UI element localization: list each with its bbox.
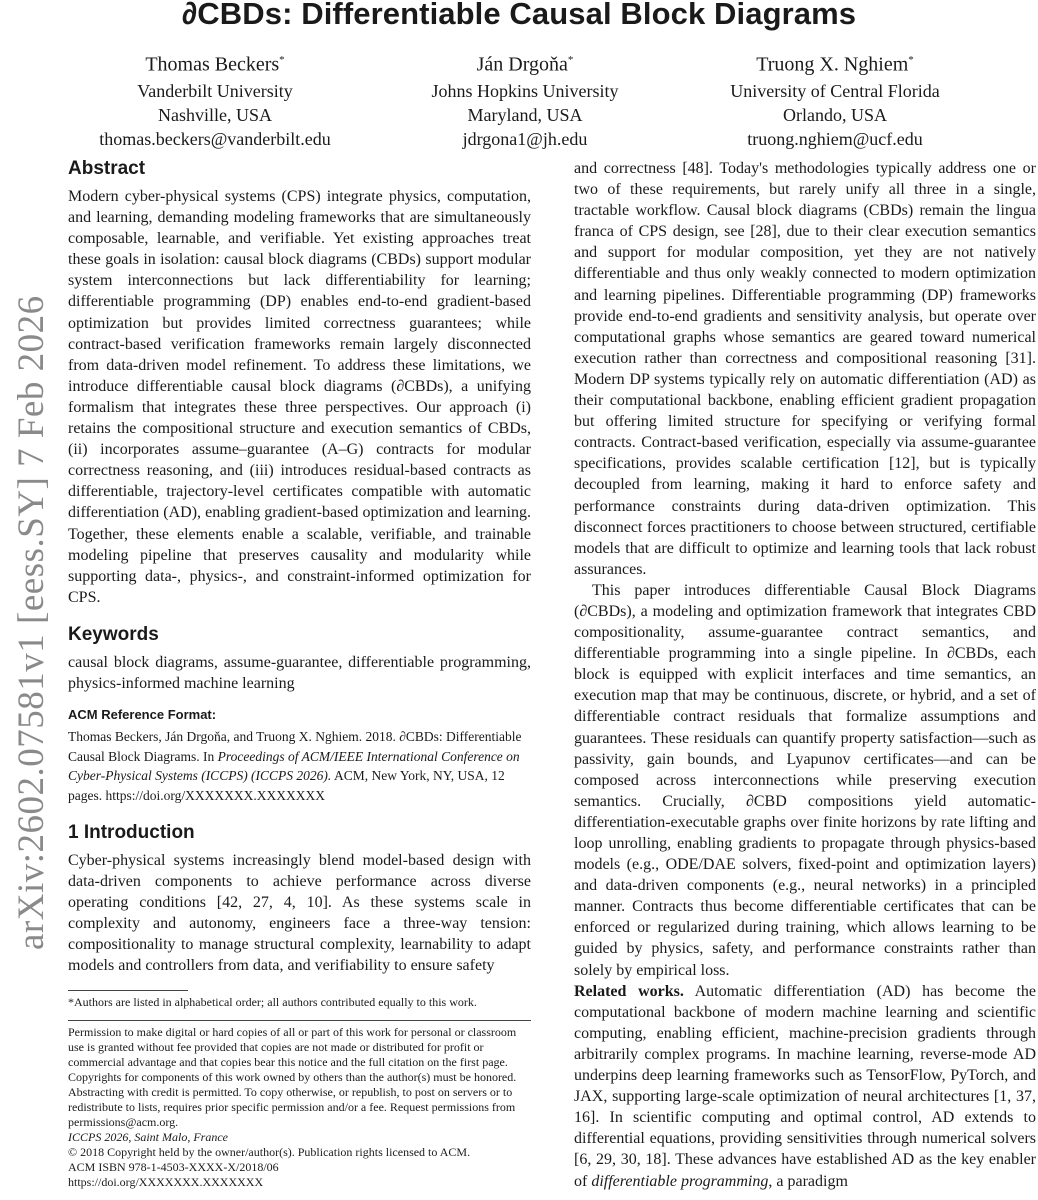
doi-line: https://doi.org/XXXXXXX.XXXXXXX — [68, 1175, 264, 1190]
left-column — [68, 156, 531, 1190]
right-column — [574, 158, 1036, 1192]
related-works-text: Automatic differentiation (AD) has become the computational backbone of modern machine learning and scientific computing, enabling efficient, machine-precision gradients through arbitrarily complex programs. In machine learning, reverse-mode AD underpins deep learning frameworks such as TensorFlow, PyTorch, and JAX, supporting large-scale optimization of neural architectures [1, 37, 16]. In scientific computing and optimal control, AD extends to differential equations, providing sensitivities through numerical solvers [6, 29, 30, 18]. These advances have established AD as the key enabler of — [574, 982, 1036, 1190]
acm-reference-venue: Proceedings of ACM/IEEE International Conference on Cyber-Physical Systems (ICCPS) (ICCPS 2026). — [68, 748, 520, 784]
acm-reference-text — [68, 727, 531, 805]
isbn-line: ACM ISBN 978-1-4503-XXXX-X/2018/06 — [68, 1160, 279, 1175]
author-location: Nashville, USA — [158, 104, 272, 125]
author-mark: * — [279, 54, 285, 66]
conference-line: ICCPS 2026, Saint Malo, France — [68, 1130, 228, 1145]
author-name: Ján Drgoňa — [476, 53, 568, 76]
author-2 — [680, 46, 990, 151]
related-works-text: , a paradigm — [768, 1172, 848, 1190]
author-0 — [60, 46, 370, 151]
footnote-rule — [68, 990, 188, 991]
author-email: truong.nghiem@ucf.edu — [747, 128, 923, 149]
permission-rule — [68, 1020, 531, 1021]
author-affiliation: Vanderbilt University — [137, 80, 293, 101]
acm-reference-heading: ACM Reference Format: — [68, 707, 217, 723]
author-mark: * — [567, 54, 574, 66]
arxiv-identifier: arXiv:2602.07581v1 [eess.SY] 7 Feb 2026 — [11, 295, 52, 950]
footnote: *Authors are listed in alphabetical order; all authors contributed equally to this work. — [68, 995, 477, 1010]
author-location: Maryland, USA — [467, 104, 583, 125]
keywords-heading: Keywords — [68, 623, 159, 645]
author-affiliation: University of Central Florida — [730, 80, 940, 101]
keywords-text: causal block diagrams, assume-guarantee, differentiable programming, physics-informed machine learning — [68, 653, 531, 692]
related-works-emphasis: differentiable programming — [591, 1172, 769, 1190]
related-works-paragraph — [574, 981, 1036, 1192]
introduction-heading: 1 Introduction — [68, 821, 195, 843]
paper-title: ∂CBDs: Differentiable Causal Block Diagrams — [181, 0, 857, 31]
abstract-text: Modern cyber-physical systems (CPS) integrate physics, computation, and learning, demanding modeling frameworks that are simultaneously composable, learnable, and verifiable. Yet existing approaches treat these goals in isolation: causal block diagrams (CBDs) support modular system interconnections but lack differentiability for learning; differentiable programming (DP) enables end-to-end gradient-based optimization but provides limited correctness guarantees; while contract-based verification frameworks remain largely disconnected from data-driven model refinement. To address these limitations, we introduce differentiable causal block diagrams (∂CBDs), a unifying formalism that integrates these three perspectives. Our approach (i) retains the compositional structure and execution semantics of CBDs, (ii) incorporates assume–guarantee (A–G) contracts for modular correctness reasoning, and (iii) introduces residual-based contracts as differentiable, trajectory-level certificates compatible with automatic differentiation (AD), enabling gradient-based optimization and learning. Together, these elements enable a scalable, verifiable, and trainable modeling pipeline that preserves causality and modularity while supporting data-, physics-, and constraint-informed optimization for CPS. — [68, 188, 531, 606]
abstract-heading: Abstract — [68, 158, 146, 179]
intro-continued-paragraph: and correctness [48]. Today's methodologies typically address one or two of these requirements, but rarely unify all three in a single, tractable workflow. Causal block diagrams (CBDs) remain the lingua franca of CPS design, see [28], due to their clear execution semantics and support for modular composition, yet they are not natively differentiable and thus only weakly connected to modern optimization and learning pipelines. Differentiable programming (DP) frameworks provide end-to-end gradients and sensitivity analysis, but operate over computational graphs whose semantics are geared toward numerical execution rather than correctness and compositional reasoning [31]. Modern DP systems typically rely on automatic differentiation (AD) as their computational backbone, enabling efficient gradient propagation but offering limited structure for specifying or verifying formal contracts. Contract-based verification, especially via assume-guarantee specifications, provides scalable certification [12], but is typically decoupled from learning, making it hard to enforce safety and performance constraints during data-driven optimization. This disconnect forces practitioners to choose between structured, certifiable models that are difficult to optimize and learning tools that lack robust assurances. — [574, 160, 1036, 578]
author-mark: * — [908, 54, 914, 66]
author-location: Orlando, USA — [783, 104, 887, 125]
author-email: jdrgona1@jh.edu — [462, 128, 588, 149]
acm-reference-part: Thomas Beckers, Ján Drgoňa, and Truong X. Nghiem. 2018. ∂CBDs: Differentiable Causal Block Diagrams. In — [68, 729, 522, 764]
author-1 — [370, 46, 680, 151]
author-affiliation: Johns Hopkins University — [431, 80, 619, 101]
author-name: Truong X. Nghiem — [756, 53, 909, 76]
acm-reference-part: ACM, New York, NY, USA, 12 pages. https://doi.org/XXXXXXX.XXXXXXX — [68, 768, 505, 803]
copyright-line: © 2018 Copyright held by the owner/author(s). Publication rights licensed to ACM. — [68, 1145, 471, 1160]
author-name: Thomas Beckers — [145, 53, 280, 76]
contribution-paragraph: This paper introduces differentiable Causal Block Diagrams (∂CBDs), a modeling and optimization framework that integrates CBD compositionality, assume-guarantee contract semantics, and differentiable programming into a single pipeline. In ∂CBDs, each block is equipped with explicit interfaces and time semantics, an execution map that may be continuous, discrete, or hybrid, and a set of differentiable contract residuals that formalize assumptions and guarantees. These residuals can quantify property satisfaction—such as passivity, gain bounds, and Lyapunov certificates—and can be composed across interconnections while preserving execution semantics. Crucially, ∂CBD compositions yield automatic-differentiation-executable graphs over finite horizons by rate lifting and loop unrolling, enabling gradients to propagate through physics-based models (e.g., ODE/DAE solvers, fixed-point and optimization layers) and data-driven components (e.g., neural networks) in a principled manner. Contracts thus become differentiable certificates that can be enforced or regularized during training, which allows learning to be guided by physics, safety, and performance constraints rather than solely by empirical loss. — [574, 581, 1036, 979]
related-works-label: Related works. — [574, 982, 684, 1000]
author-block — [60, 46, 990, 151]
introduction-text: Cyber-physical systems increasingly blend model-based design with data-driven components to achieve performance across diverse operating conditions [42, 27, 4, 10]. As these systems scale in complexity and autonomy, engineers face a three-way tension: compositionality to manage structural complexity, learnability to adapt models and controllers from data, and verifiability to ensure safety — [68, 851, 531, 974]
author-email: thomas.beckers@vanderbilt.edu — [99, 128, 331, 149]
permission-notice: Permission to make digital or hard copies of all or part of this work for personal or classroom use is granted without fee provided that copies are not made or distributed for profit or commercial advantage and that copies bear this notice and the full citation on the first page. Copyrights for components of this work owned by others than the author(s) must be honored. Abstracting with credit is permitted. To copy otherwise, or republish, to post on servers or to redistribute to lists, requires prior specific permission and/or a fee. Request permissions from permissions@acm.org. — [68, 1025, 517, 1130]
